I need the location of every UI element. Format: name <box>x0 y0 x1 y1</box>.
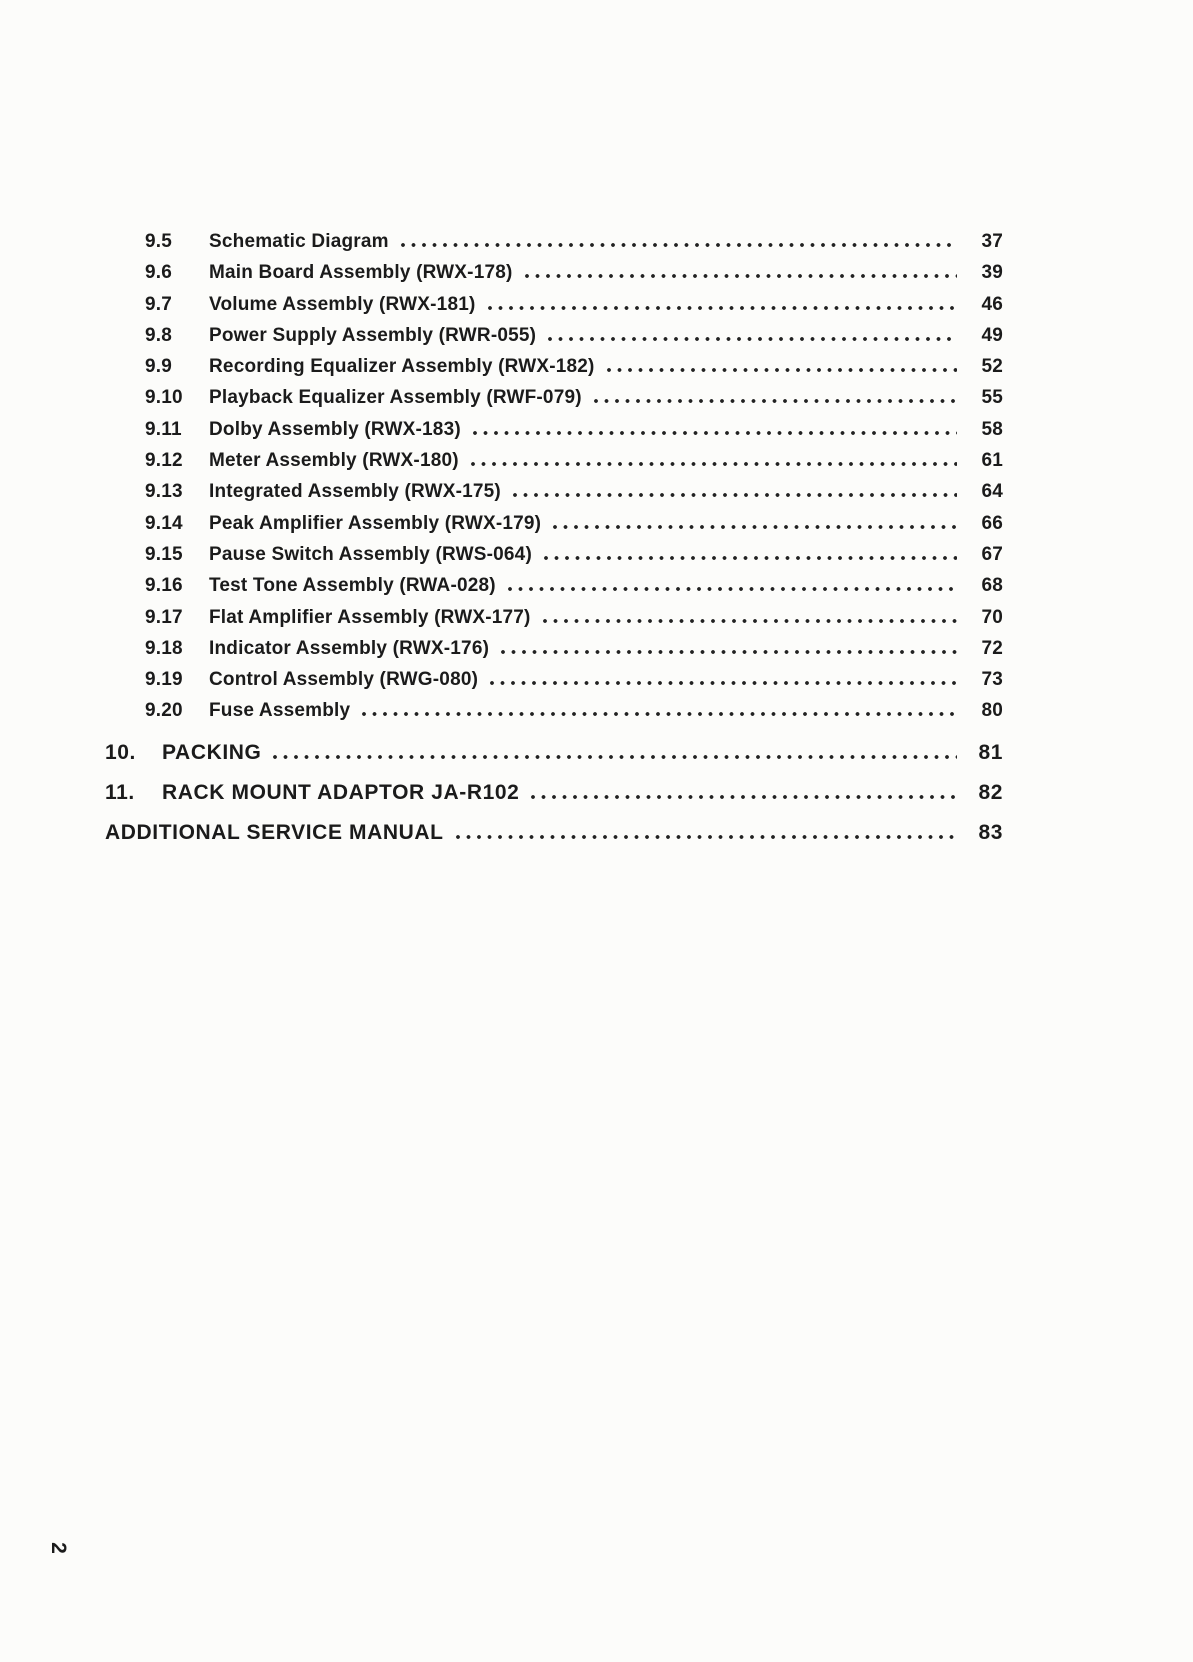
toc-section-number: 9.14 <box>145 512 183 534</box>
dot-leader <box>488 306 957 310</box>
toc-section-title: Main Board Assembly (RWX-178) <box>209 262 513 284</box>
toc-row <box>145 700 1003 731</box>
toc-page-number: 55 <box>981 387 1003 409</box>
toc-subsection-list <box>145 231 1003 732</box>
toc-page-number: 83 <box>978 820 1003 844</box>
toc-page-number: 61 <box>981 450 1003 472</box>
toc-section-title: Meter Assembly (RWX-180) <box>209 450 459 472</box>
dot-leader <box>525 274 957 278</box>
toc-page-number: 80 <box>981 700 1003 722</box>
toc-section-number: 9.15 <box>145 543 183 565</box>
toc-page-number: 70 <box>981 606 1003 628</box>
toc-section-number: 9.6 <box>145 262 173 284</box>
toc-page-number: 64 <box>981 481 1003 503</box>
dot-leader <box>456 835 957 839</box>
toc-row <box>145 607 1003 638</box>
toc-section-number: 9.10 <box>145 387 183 409</box>
toc-page-number: 73 <box>981 669 1003 691</box>
toc-page-number: 58 <box>981 418 1003 440</box>
toc-row <box>145 481 1003 512</box>
toc-page-number: 67 <box>981 543 1003 565</box>
toc-row <box>145 638 1003 669</box>
dot-leader <box>543 619 957 623</box>
toc-page-number: 72 <box>981 637 1003 659</box>
dot-leader <box>607 368 957 372</box>
toc-row <box>145 513 1003 544</box>
toc-row <box>105 821 1003 861</box>
toc-section-number: 9.9 <box>145 356 173 378</box>
dot-leader <box>401 243 957 247</box>
dot-leader <box>553 525 957 529</box>
dot-leader <box>531 795 957 799</box>
toc-page-number: 66 <box>981 512 1003 534</box>
toc-section-title: Volume Assembly (RWX-181) <box>209 293 476 315</box>
toc-section-title: Pause Switch Assembly (RWS-064) <box>209 543 532 565</box>
dot-leader <box>594 399 957 403</box>
table-of-contents <box>105 231 1003 861</box>
toc-section-title: Schematic Diagram <box>209 231 389 252</box>
toc-section-title: Control Assembly (RWG-080) <box>209 669 479 691</box>
dot-leader <box>471 462 957 466</box>
toc-section-title: Flat Amplifier Assembly (RWX-177) <box>209 606 531 628</box>
toc-row <box>145 356 1003 387</box>
toc-section-number: 9.5 <box>145 231 173 252</box>
toc-section-number: 9.16 <box>145 575 183 597</box>
toc-section-title: Power Supply Assembly (RWR-055) <box>209 324 537 346</box>
toc-section-title: Dolby Assembly (RWX-183) <box>209 418 461 440</box>
dot-leader <box>362 712 957 716</box>
dot-leader <box>473 431 957 435</box>
dot-leader <box>544 556 957 560</box>
toc-page-number: 82 <box>978 780 1003 804</box>
toc-row <box>145 575 1003 606</box>
toc-row <box>105 781 1003 821</box>
toc-section-title: Test Tone Assembly (RWA-028) <box>209 575 496 597</box>
dot-leader <box>513 493 957 497</box>
toc-section-number: 9.8 <box>145 324 173 346</box>
toc-section-number: 9.18 <box>145 637 183 659</box>
toc-section-number: 9.20 <box>145 700 183 722</box>
dot-leader <box>501 650 957 654</box>
toc-section-number: 9.7 <box>145 293 173 315</box>
dot-leader <box>273 755 957 759</box>
footer-page-number: 2 <box>46 1542 70 1554</box>
toc-row <box>145 450 1003 481</box>
toc-page-number: 68 <box>981 575 1003 597</box>
toc-page-number: 46 <box>981 293 1003 315</box>
toc-section-number: 9.11 <box>145 418 182 440</box>
toc-row <box>145 419 1003 450</box>
toc-section-number: 9.13 <box>145 481 183 503</box>
dot-leader <box>548 337 957 341</box>
toc-section-title: Peak Amplifier Assembly (RWX-179) <box>209 512 542 534</box>
toc-page-number: 81 <box>978 740 1003 764</box>
toc-row <box>145 294 1003 325</box>
toc-page-number: 49 <box>981 324 1003 346</box>
toc-row <box>145 231 1003 262</box>
toc-row <box>145 262 1003 293</box>
toc-row <box>145 669 1003 700</box>
toc-chapter-number: 10. <box>105 740 136 764</box>
toc-section-title: Indicator Assembly (RWX-176) <box>209 637 490 659</box>
toc-section-number: 9.17 <box>145 606 183 628</box>
toc-chapter-number: 11. <box>105 780 135 804</box>
dot-leader <box>508 587 957 591</box>
toc-section-number: 9.12 <box>145 450 183 472</box>
toc-chapter-title: PACKING <box>162 740 262 764</box>
toc-chapter-list <box>105 741 1003 861</box>
toc-section-title: Recording Equalizer Assembly (RWX-182) <box>209 356 595 378</box>
toc-section-title: Fuse Assembly <box>209 700 351 722</box>
toc-row <box>105 741 1003 781</box>
toc-row <box>145 387 1003 418</box>
toc-page-number: 52 <box>981 356 1003 378</box>
toc-section-title: Integrated Assembly (RWX-175) <box>209 481 501 503</box>
toc-row <box>145 544 1003 575</box>
toc-row <box>145 325 1003 356</box>
toc-section-title: Playback Equalizer Assembly (RWF-079) <box>209 387 582 409</box>
toc-page-number: 39 <box>981 262 1003 284</box>
toc-chapter-title: ADDITIONAL SERVICE MANUAL <box>105 820 444 844</box>
dot-leader <box>490 681 957 685</box>
toc-page-number: 37 <box>981 231 1003 252</box>
toc-chapter-title: RACK MOUNT ADAPTOR JA-R102 <box>162 780 520 804</box>
toc-section-number: 9.19 <box>145 669 183 691</box>
